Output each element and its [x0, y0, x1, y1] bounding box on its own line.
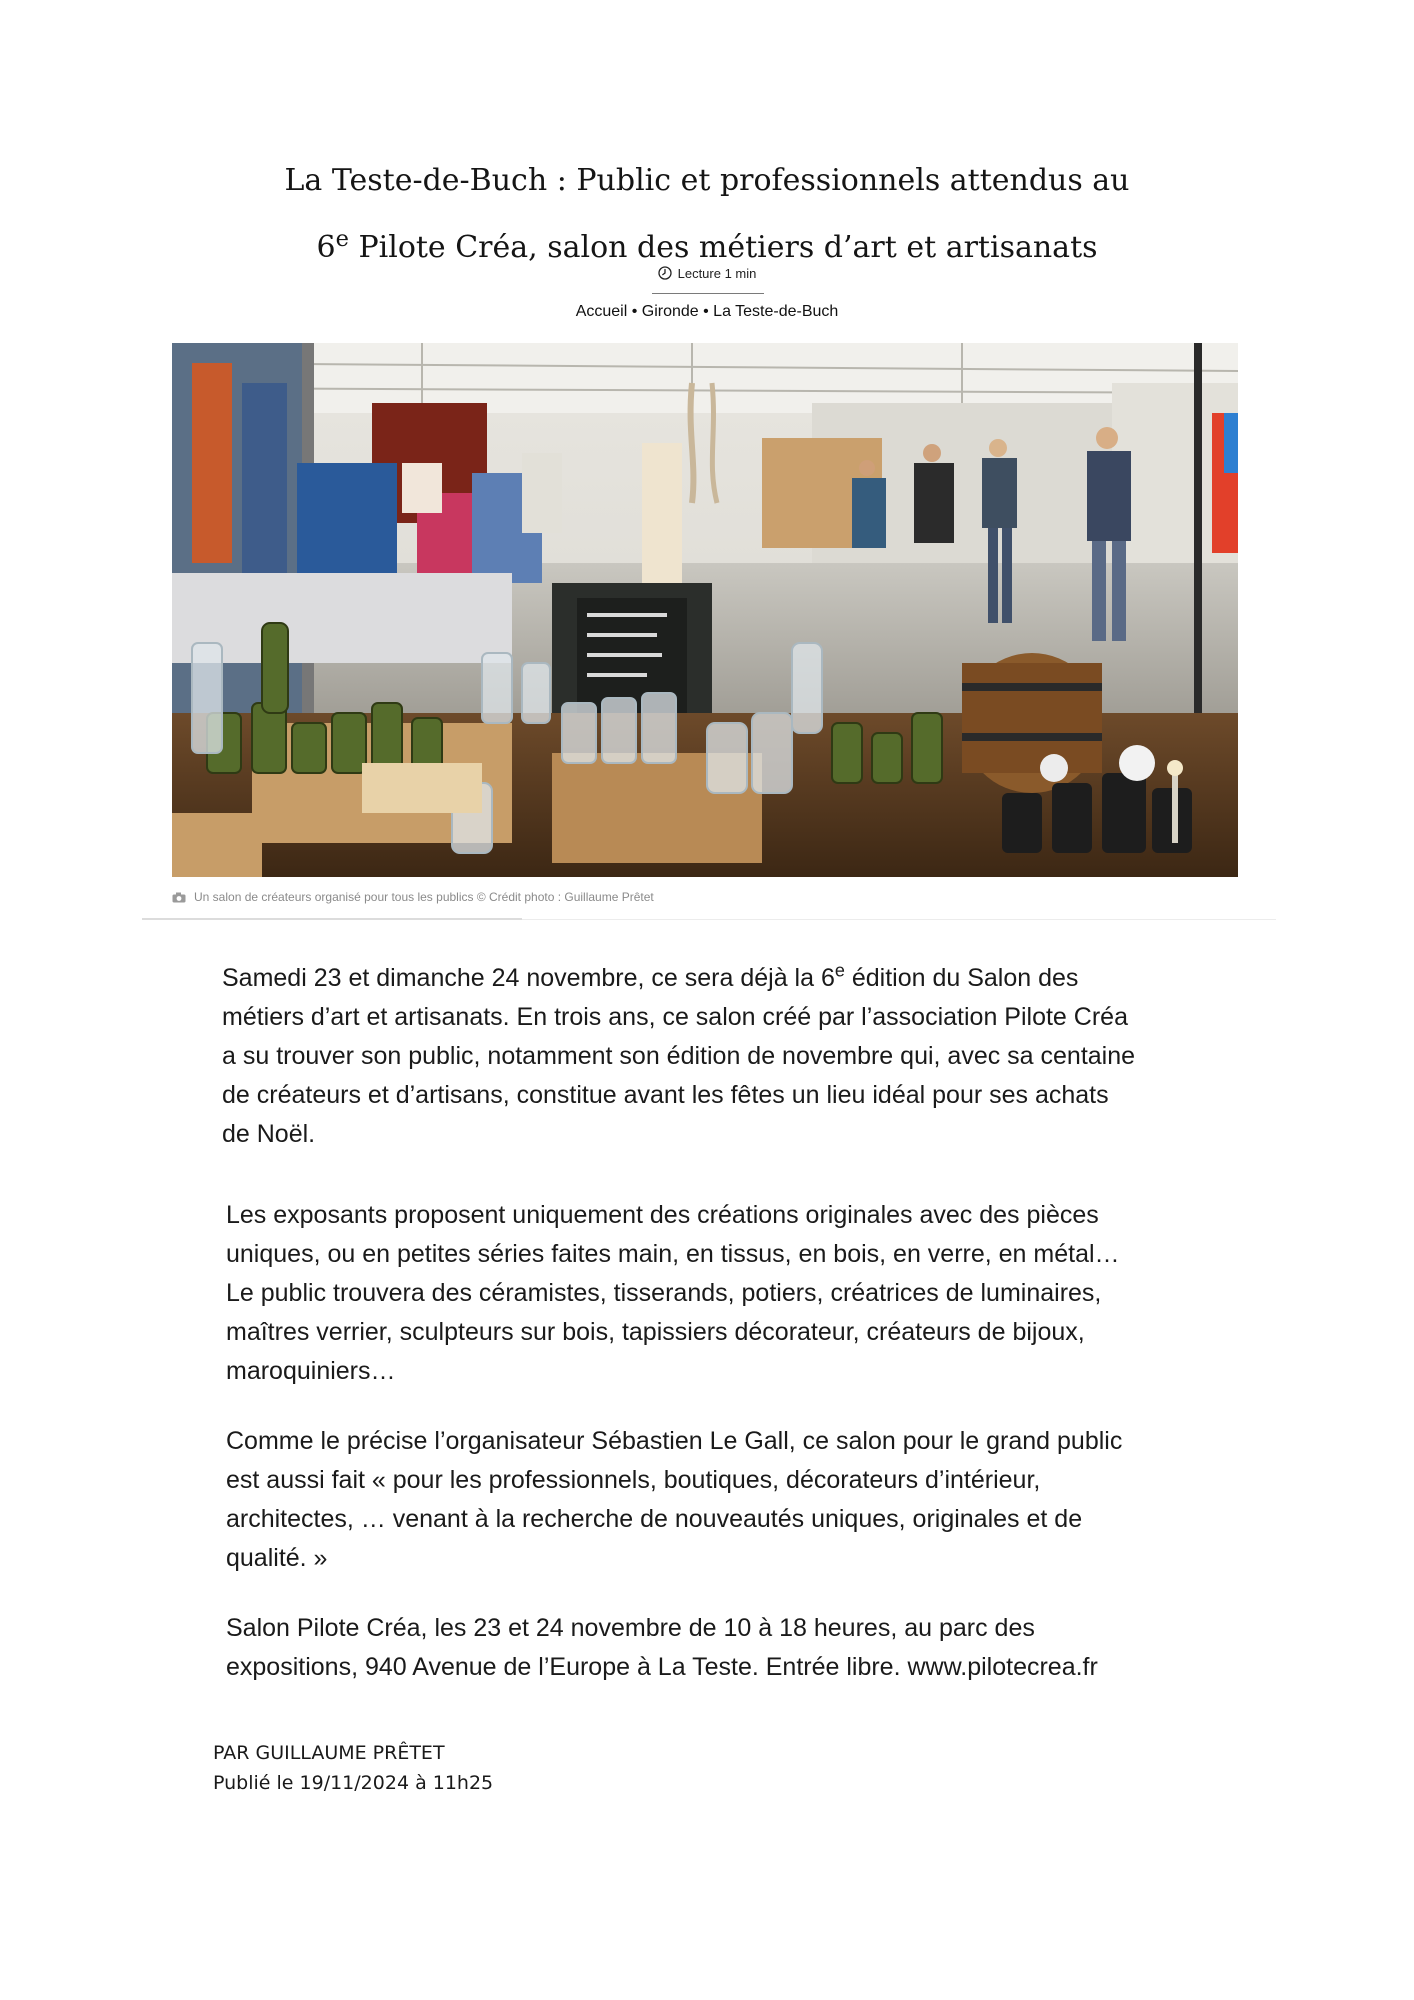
article-title	[200, 152, 1214, 277]
paragraph-1-line-1-end: édition du Salon des	[844, 964, 1079, 992]
byline	[213, 1738, 493, 1798]
author-name: PAR GUILLAUME PRÊTET	[213, 1742, 445, 1764]
caption-divider-light	[522, 919, 1276, 920]
breadcrumb[interactable]: Accueil • Gironde • La Teste-de-Buch	[575, 303, 839, 320]
reading-time-label: Lecture 1 min	[677, 265, 757, 281]
article-photo	[172, 343, 1238, 877]
paragraph-1	[222, 959, 1135, 1154]
title-line-2-rest: Pilote Créa, salon des métiers d’art et artisanats	[348, 230, 1098, 265]
paragraph-2-line-4: maîtres verrier, sculpteurs sur bois, tapissiers décorateur, créateurs de bijoux,	[226, 1318, 1085, 1346]
paragraph-3-line-2: est aussi fait « pour les professionnels, boutiques, décorateurs d’intérieur,	[226, 1466, 1041, 1494]
paragraph-1-line-3: a su trouver son public, notamment son édition de novembre qui, avec sa centaine	[222, 1042, 1136, 1070]
photo-caption	[172, 890, 654, 904]
paragraph-4-line-2: expositions, 940 Avenue de l’Europe à La Teste. Entrée libre. www.pilotecrea.fr	[226, 1653, 1098, 1681]
paragraph-1-line-1-start: Samedi 23 et dimanche 24 novembre, ce sera déjà la 6	[222, 964, 835, 992]
camera-icon	[172, 892, 186, 903]
paragraph-1-line-1	[222, 959, 1135, 998]
paragraph-1-superscript: e	[834, 960, 845, 981]
paragraph-3-line-1: Comme le précise l’organisateur Sébastien Le Gall, ce salon pour le grand public	[226, 1427, 1123, 1455]
paragraph-3-line-4: qualité. »	[226, 1544, 328, 1572]
paragraph-4	[226, 1609, 1098, 1687]
paragraph-4-line-1: Salon Pilote Créa, les 23 et 24 novembre de 10 à 18 heures, au parc des	[226, 1614, 1035, 1642]
paragraph-3	[226, 1422, 1122, 1578]
paragraph-2	[226, 1196, 1120, 1391]
paragraph-2-line-5: maroquiniers…	[226, 1357, 396, 1385]
exhibition-photo-illustration	[172, 343, 1238, 877]
title-line-2-number: 6	[316, 230, 336, 265]
reading-time	[607, 262, 807, 284]
paragraph-3-line-3: architectes, … venant à la recherche de nouveautés uniques, originales et de	[226, 1505, 1083, 1533]
paragraph-2-line-1: Les exposants proposent uniquement des créations originales avec des pièces	[226, 1201, 1099, 1229]
caption-divider	[142, 918, 522, 920]
publish-date: Publié le 19/11/2024 à 11h25	[213, 1772, 494, 1794]
paragraph-2-line-2: uniques, ou en petites séries faites main, en tissus, en bois, en verre, en métal…	[226, 1240, 1120, 1268]
paragraph-1-line-4: de créateurs et d’artisans, constitue avant les fêtes un lieu idéal pour ses achats	[222, 1081, 1109, 1109]
paragraph-1-line-2: métiers d’art et artisanats. En trois ans, ce salon créé par l’association Pilote Créa	[222, 1003, 1128, 1031]
reading-divider	[652, 293, 764, 294]
paragraph-2-line-3: Le public trouvera des céramistes, tisserands, potiers, créatrices de luminaires,	[226, 1279, 1102, 1307]
paragraph-1-line-5: de Noël.	[222, 1120, 316, 1148]
title-line-2-superscript: e	[335, 226, 349, 252]
photo-caption-text: Un salon de créateurs organisé pour tous les publics © Crédit photo : Guillaume Prêtet	[194, 890, 654, 904]
title-line-1: La Teste-de-Buch : Public et professionnels attendus au	[284, 163, 1130, 198]
clock-icon	[658, 266, 672, 280]
